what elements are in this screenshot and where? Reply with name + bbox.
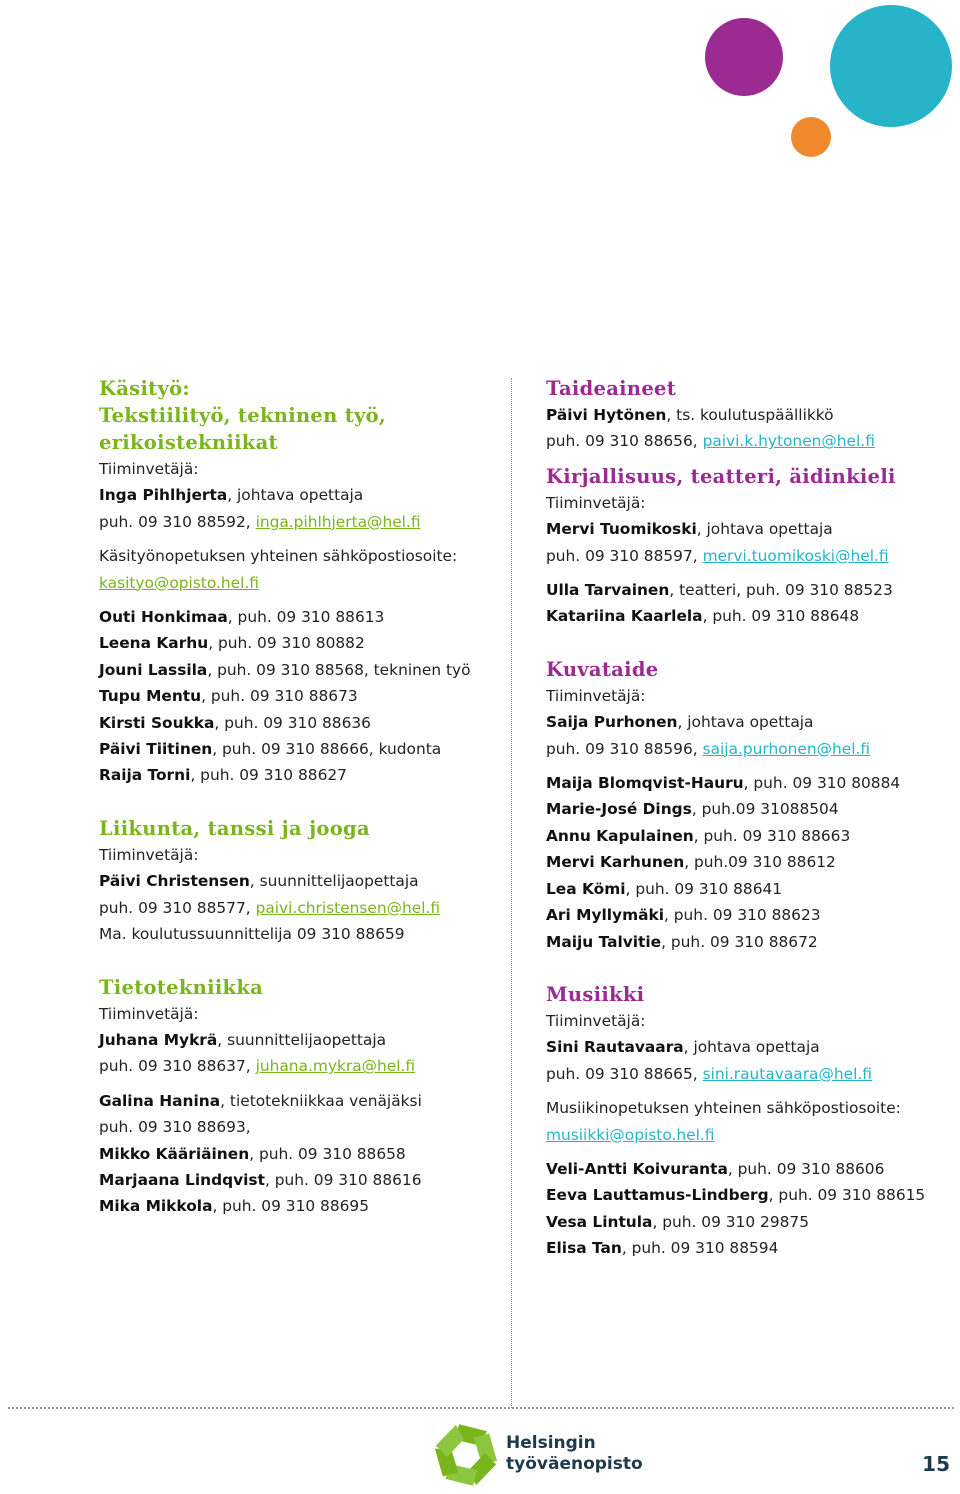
leader: Juhana Mykrä, suunnittelijaopettaja xyxy=(99,1030,387,1049)
person: Leena Karhu, puh. 09 310 80882 xyxy=(99,634,365,653)
section-kuvataide xyxy=(546,656,946,955)
leader-label: Tiiminvetäjä: xyxy=(546,686,646,705)
section-musiikki xyxy=(546,981,946,1262)
person: Marjaana Lindqvist, puh. 09 310 88616 xyxy=(99,1170,422,1189)
shared-email-label: Musiikinopetuksen yhteinen sähköpostiosoite: xyxy=(546,1099,901,1118)
person: Ulla Tarvainen, teatteri, puh. 09 310 88523 xyxy=(546,581,893,600)
person: Mikko Kääriäinen, puh. 09 310 88658 xyxy=(99,1144,406,1163)
leader: Mervi Tuomikoski, johtava opettaja xyxy=(546,520,833,539)
person: Annu Kapulainen, puh. 09 310 88663 xyxy=(546,826,851,845)
shared-email-link[interactable]: kasityo@opisto.hel.fi xyxy=(99,573,259,592)
leader-contact: puh. 09 310 88656, paivi.k.hytonen@hel.fi xyxy=(546,432,875,451)
section-taideaineet xyxy=(546,375,946,455)
leader-contact: puh. 09 310 88592, inga.pihlhjerta@hel.fi xyxy=(99,512,421,531)
section-liikunta xyxy=(99,815,499,948)
person: Katariina Kaarlela, puh. 09 310 88648 xyxy=(546,607,860,626)
person: Mervi Karhunen, puh.09 310 88612 xyxy=(546,853,836,872)
person: Tupu Mentu, puh. 09 310 88673 xyxy=(99,687,358,706)
leader: Saija Purhonen, johtava opettaja xyxy=(546,713,814,732)
person: Maiju Talvitie, puh. 09 310 88672 xyxy=(546,932,818,951)
extra-contact: Ma. koulutussuunnittelija 09 310 88659 xyxy=(99,925,405,944)
section-title: Musiikki xyxy=(546,982,645,1006)
section-title: Liikunta, tanssi ja jooga xyxy=(99,816,370,840)
person: Päivi Tiitinen, puh. 09 310 88666, kudonta xyxy=(99,740,442,759)
person: Marie-José Dings, puh.09 31088504 xyxy=(546,800,839,819)
person: Elisa Tan, puh. 09 310 88594 xyxy=(546,1239,779,1258)
logo-mark-icon xyxy=(431,1420,501,1494)
leader-label: Tiiminvetäjä: xyxy=(99,845,199,864)
email-link[interactable]: juhana.mykra@hel.fi xyxy=(255,1057,416,1076)
email-link[interactable]: paivi.christensen@hel.fi xyxy=(255,898,441,917)
leader-contact: puh. 09 310 88596, saija.purhonen@hel.fi xyxy=(546,739,871,758)
leader: Päivi Hytönen, ts. koulutuspäällikkö xyxy=(546,406,834,424)
person: Outi Honkimaa, puh. 09 310 88613 xyxy=(99,608,385,627)
email-link[interactable]: saija.purhonen@hel.fi xyxy=(702,739,871,758)
leader-label: Tiiminvetäjä: xyxy=(99,460,199,478)
section-kasityo xyxy=(99,375,499,789)
person: Mika Mikkola, puh. 09 310 88695 xyxy=(99,1197,370,1216)
org-name: Helsingin työväenopisto xyxy=(506,1433,643,1474)
section-title: Käsityö: Tekstiilityö, tekninen työ, erikoistekniikat xyxy=(99,377,387,454)
email-link[interactable]: mervi.tuomikoski@hel.fi xyxy=(702,546,889,565)
person: Maija Blomqvist-Hauru, puh. 09 310 80884 xyxy=(546,774,901,793)
email-link[interactable]: paivi.k.hytonen@hel.fi xyxy=(702,432,875,451)
leader-label: Tiiminvetäjä: xyxy=(546,493,646,512)
email-link[interactable]: sini.rautavaara@hel.fi xyxy=(702,1064,872,1083)
shared-email-label: Käsityönopetuksen yhteinen sähköpostiosoite: xyxy=(99,547,458,566)
left-column xyxy=(99,375,499,1220)
person: Jouni Lassila, puh. 09 310 88568, tekninen työ xyxy=(99,660,471,679)
section-tietotekniikka xyxy=(99,974,499,1220)
section-title: Kuvataide xyxy=(546,657,659,681)
right-column xyxy=(546,375,946,1262)
email-link[interactable]: inga.pihlhjerta@hel.fi xyxy=(255,512,421,531)
section-title: Kirjallisuus, teatteri, äidinkieli xyxy=(546,464,896,488)
section-title: Tietotekniikka xyxy=(99,975,264,999)
person-list xyxy=(99,604,499,789)
person: Veli-Antti Koivuranta, puh. 09 310 88606 xyxy=(546,1159,885,1178)
leader-contact: puh. 09 310 88597, mervi.tuomikoski@hel.fi xyxy=(546,546,889,565)
page-number: 15 xyxy=(922,1452,950,1476)
leader-label: Tiiminvetäjä: xyxy=(99,1004,199,1023)
person: Eeva Lauttamus-Lindberg, puh. 09 310 88615 xyxy=(546,1186,926,1205)
section-kirjallisuus xyxy=(546,463,946,630)
decor-circle-orange xyxy=(791,117,831,157)
person: Vesa Lintula, puh. 09 310 29875 xyxy=(546,1212,809,1231)
person: Galina Hanina, tietotekniikkaa venäjäksi xyxy=(99,1091,422,1110)
shared-email-link[interactable]: musiikki@opisto.hel.fi xyxy=(546,1125,715,1144)
column-divider xyxy=(511,378,512,1408)
footer-divider xyxy=(8,1407,954,1409)
leader-contact: puh. 09 310 88665, sini.rautavaara@hel.fi xyxy=(546,1064,872,1083)
person-phone: puh. 09 310 88693, xyxy=(99,1118,251,1137)
decor-circle-purple xyxy=(705,18,783,96)
person: Ari Myllymäki, puh. 09 310 88623 xyxy=(546,906,821,925)
leader-contact: puh. 09 310 88577, paivi.christensen@hel.fi xyxy=(99,898,441,917)
leader: Sini Rautavaara, johtava opettaja xyxy=(546,1038,820,1057)
leader-contact: puh. 09 310 88637, juhana.mykra@hel.fi xyxy=(99,1057,416,1076)
section-title: Taideaineet xyxy=(546,377,677,400)
person: Raija Torni, puh. 09 310 88627 xyxy=(99,766,347,785)
leader: Päivi Christensen, suunnittelijaopettaja xyxy=(99,872,419,891)
leader: Inga Pihlhjerta, johtava opettaja xyxy=(99,486,364,505)
person: Kirsti Soukka, puh. 09 310 88636 xyxy=(99,713,371,732)
person: Lea Kömi, puh. 09 310 88641 xyxy=(546,879,783,898)
leader-label: Tiiminvetäjä: xyxy=(546,1011,646,1030)
decor-circle-teal xyxy=(830,5,952,127)
